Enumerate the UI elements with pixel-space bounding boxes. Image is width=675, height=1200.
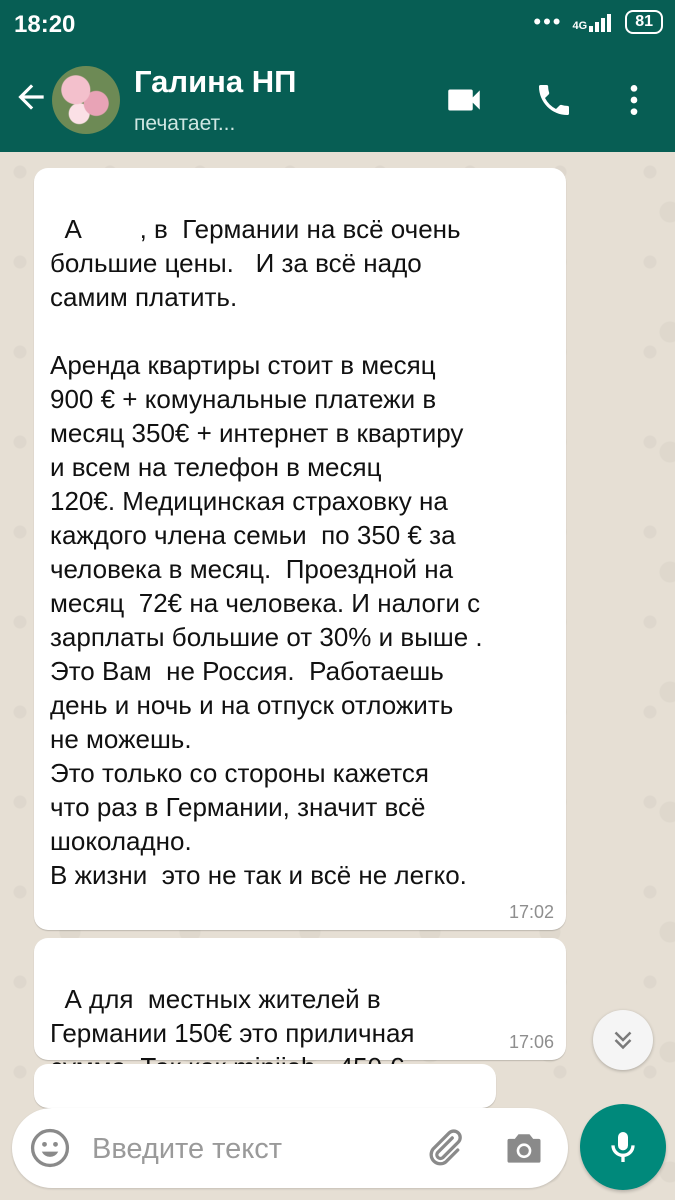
camera-icon[interactable] [502,1126,546,1170]
message-input[interactable] [90,1122,394,1176]
chat-header [0,48,675,152]
network-type: 4G [572,20,588,32]
avatar[interactable] [52,66,120,134]
message-bubble[interactable] [34,938,566,1060]
typing-status: печатает... [134,112,236,135]
emoji-icon[interactable] [28,1126,72,1170]
scroll-to-bottom-button[interactable] [593,1010,653,1070]
status-bar [0,0,675,48]
back-arrow-icon[interactable] [12,78,50,116]
contact-name[interactable]: Галина НП [134,64,297,99]
phone-icon[interactable] [532,78,576,122]
status-indicators [533,10,663,34]
microphone-icon [603,1127,643,1167]
double-chevron-down-icon [608,1025,638,1055]
battery-icon: 81 [625,10,663,34]
microphone-button[interactable] [580,1104,666,1190]
message-text: А для местных жителей в Германии 150€ это приличная [50,984,415,1048]
message-time: 17:06 [508,1032,554,1052]
more-vert-icon[interactable] [612,78,656,122]
message-bubble-partial[interactable] [34,1064,496,1108]
message-time: 17:02 [508,902,554,922]
status-time: 18:20 [14,11,76,38]
paperclip-icon[interactable] [422,1126,466,1170]
signal-icon [573,12,616,32]
message-composer [12,1108,568,1188]
message-bubble[interactable] [34,168,566,930]
video-call-icon[interactable] [442,78,486,122]
message-text: А , в Германии на всё очень большие цены. И за всё надо самим платить. Аренда квартиры стоит в месяц 900 € + комунальные платежи в месяц 350€ + интернет в квартиру и всем на телефон в месяц 120€. Медицинская страховку на каждого члена семьи по 350 € за человека в месяц. Проездной на месяц 72€ на человека. И налоги с зарплаты большие от 30% и выше . Это Вам не Россия. Работаешь день и ночь и на отпуск отложить не можешь. Это только со стороны кажется что раз в Германии, значит всё шоколадно. В жизни это не так и всё не легко. [50,214,483,890]
notification-dots: ••• [533,9,563,34]
